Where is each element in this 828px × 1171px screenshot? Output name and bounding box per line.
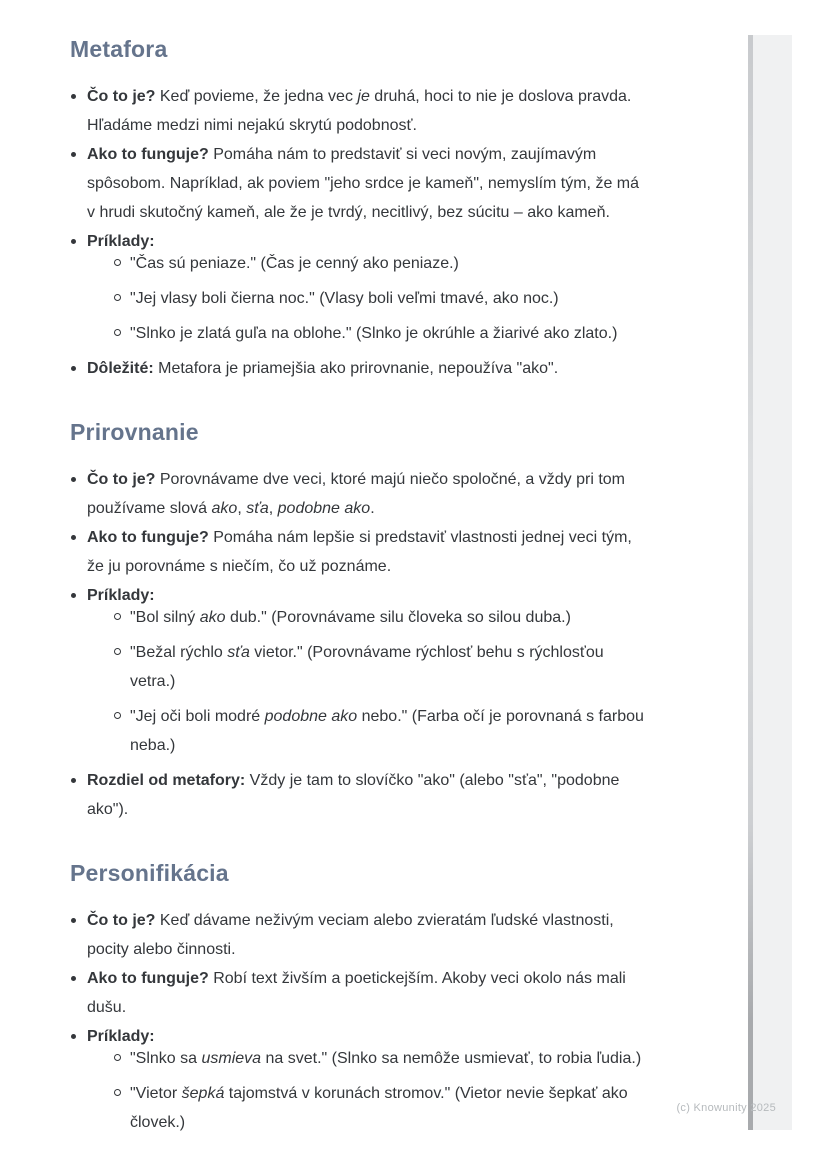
document-content	[70, 34, 645, 1143]
sub-list-item	[113, 1044, 645, 1073]
disc-bullet-icon	[70, 964, 87, 1022]
sub-item-text: "Čas sú peniaze." (Čas je cenný ako peniaze.)	[130, 255, 459, 272]
disc-bullet-icon	[70, 906, 87, 964]
section-title: Prirovnanie	[70, 419, 199, 445]
disc-bullet-icon	[70, 523, 87, 581]
list-item-body	[87, 581, 645, 766]
list-item-lead: Príklady:	[87, 1028, 155, 1045]
sub-bullet-list	[87, 249, 645, 348]
list-item-lead: Dôležité:	[87, 360, 154, 377]
list-item-body	[87, 227, 645, 354]
sub-item-text: "Slnko sa usmieva na svet." (Slnko sa nemôže usmievať, to robia ľudia.)	[130, 1050, 642, 1067]
bullet-list	[70, 465, 645, 824]
list-item	[70, 465, 645, 523]
list-item-body	[87, 766, 645, 824]
list-item	[70, 964, 645, 1022]
list-item-text: Rozdiel od metafory: Vždy je tam to slovíčko "ako" (alebo "sťa", "podobne ako").	[87, 772, 620, 818]
list-item	[70, 227, 645, 354]
list-item	[70, 581, 645, 766]
sub-list-item	[113, 603, 645, 632]
list-item-lead: Príklady:	[87, 587, 155, 604]
sub-list-item	[113, 702, 645, 760]
list-item-lead: Rozdiel od metafory:	[87, 772, 246, 789]
sub-item-text: "Slnko je zlatá guľa na oblohe." (Slnko je okrúhle a žiarivé ako zlato.)	[130, 325, 618, 342]
disc-bullet-icon	[70, 227, 87, 354]
disc-bullet-icon	[70, 354, 87, 383]
list-item-lead: Čo to je?	[87, 88, 156, 105]
sub-list-item	[113, 638, 645, 696]
section-title: Personifikácia	[70, 860, 229, 886]
scrollbar-track[interactable]	[753, 35, 792, 1130]
list-item-text: Ako to funguje? Pomáha nám to predstaviť si veci novým, zaujímavým spôsobom. Napríklad, ak poviem "jeho srdce je kameň", nemyslím tým, že má v hrudi skutočný kameň, ale že je tvrdý, necitlivý, bez súcitu – ako kameň.	[87, 146, 640, 221]
sub-item-text: "Jej vlasy boli čierna noc." (Vlasy boli veľmi tmavé, ako noc.)	[130, 290, 559, 307]
sub-list-item	[113, 1079, 645, 1137]
list-item-lead: Ako to funguje?	[87, 529, 209, 546]
list-item-text: Ako to funguje? Robí text živším a poetickejším. Akoby veci okolo nás mali dušu.	[87, 970, 626, 1016]
list-item-lead: Príklady:	[87, 233, 155, 250]
list-item-body	[87, 964, 645, 1022]
circle-bullet-icon	[113, 1079, 130, 1137]
disc-bullet-icon	[70, 465, 87, 523]
list-item-lead: Ako to funguje?	[87, 970, 209, 987]
list-item	[70, 906, 645, 964]
list-item-text: Čo to je? Keď povieme, že jedna vec je druhá, hoci to nie je doslova pravda. Hľadáme medzi nimi nejakú skrytú podobnosť.	[87, 88, 632, 134]
list-item-lead: Čo to je?	[87, 912, 156, 929]
list-item	[70, 354, 645, 383]
sub-bullet-list	[87, 1044, 645, 1137]
list-item	[70, 523, 645, 581]
list-item-lead: Ako to funguje?	[87, 146, 209, 163]
list-item-body	[87, 523, 645, 581]
disc-bullet-icon	[70, 82, 87, 140]
list-item-lead: Čo to je?	[87, 471, 156, 488]
list-item-body	[87, 906, 645, 964]
disc-bullet-icon	[70, 140, 87, 227]
sub-bullet-list	[87, 603, 645, 760]
list-item-body	[87, 140, 645, 227]
circle-bullet-icon	[113, 638, 130, 696]
list-item-body	[87, 465, 645, 523]
disc-bullet-icon	[70, 766, 87, 824]
circle-bullet-icon	[113, 702, 130, 760]
circle-bullet-icon	[113, 1044, 130, 1073]
list-item-body	[87, 1022, 645, 1143]
scrollbar-thumb[interactable]	[748, 35, 753, 1130]
disc-bullet-icon	[70, 581, 87, 766]
list-item	[70, 82, 645, 140]
sub-item-text: "Vietor šepká tajomstvá v korunách stromov." (Vietor nevie šepkať ako človek.)	[130, 1085, 628, 1131]
disc-bullet-icon	[70, 1022, 87, 1143]
list-item	[70, 1022, 645, 1143]
sub-list-item	[113, 319, 645, 348]
bullet-list	[70, 82, 645, 383]
bullet-list	[70, 906, 645, 1143]
sub-item-text: "Bol silný ako dub." (Porovnávame silu človeka so silou duba.)	[130, 609, 571, 626]
watermark: (c) Knowunity 2025	[676, 1102, 776, 1114]
circle-bullet-icon	[113, 249, 130, 278]
circle-bullet-icon	[113, 284, 130, 313]
sub-list-item	[113, 249, 645, 278]
section-title: Metafora	[70, 36, 168, 62]
sub-item-text: "Jej oči boli modré podobne ako nebo." (Farba očí je porovnaná s farbou neba.)	[130, 708, 644, 754]
list-item-body	[87, 354, 645, 383]
list-item	[70, 766, 645, 824]
sub-item-text: "Bežal rýchlo sťa vietor." (Porovnávame rýchlosť behu s rýchlosťou vetra.)	[130, 644, 604, 690]
circle-bullet-icon	[113, 319, 130, 348]
list-item-text: Dôležité: Metafora je priamejšia ako prirovnanie, nepoužíva "ako".	[87, 360, 559, 377]
list-item-text: Ako to funguje? Pomáha nám lepšie si predstaviť vlastnosti jednej veci tým, že ju porovnáme s niečím, čo už poznáme.	[87, 529, 632, 575]
list-item	[70, 140, 645, 227]
circle-bullet-icon	[113, 603, 130, 632]
list-item-body	[87, 82, 645, 140]
list-item-text: Čo to je? Porovnávame dve veci, ktoré majú niečo spoločné, a vždy pri tom používame slová ako, sťa, podobne ako.	[87, 471, 625, 517]
sub-list-item	[113, 284, 645, 313]
list-item-text: Čo to je? Keď dávame neživým veciam alebo zvieratám ľudské vlastnosti, pocity alebo činnosti.	[87, 912, 614, 958]
